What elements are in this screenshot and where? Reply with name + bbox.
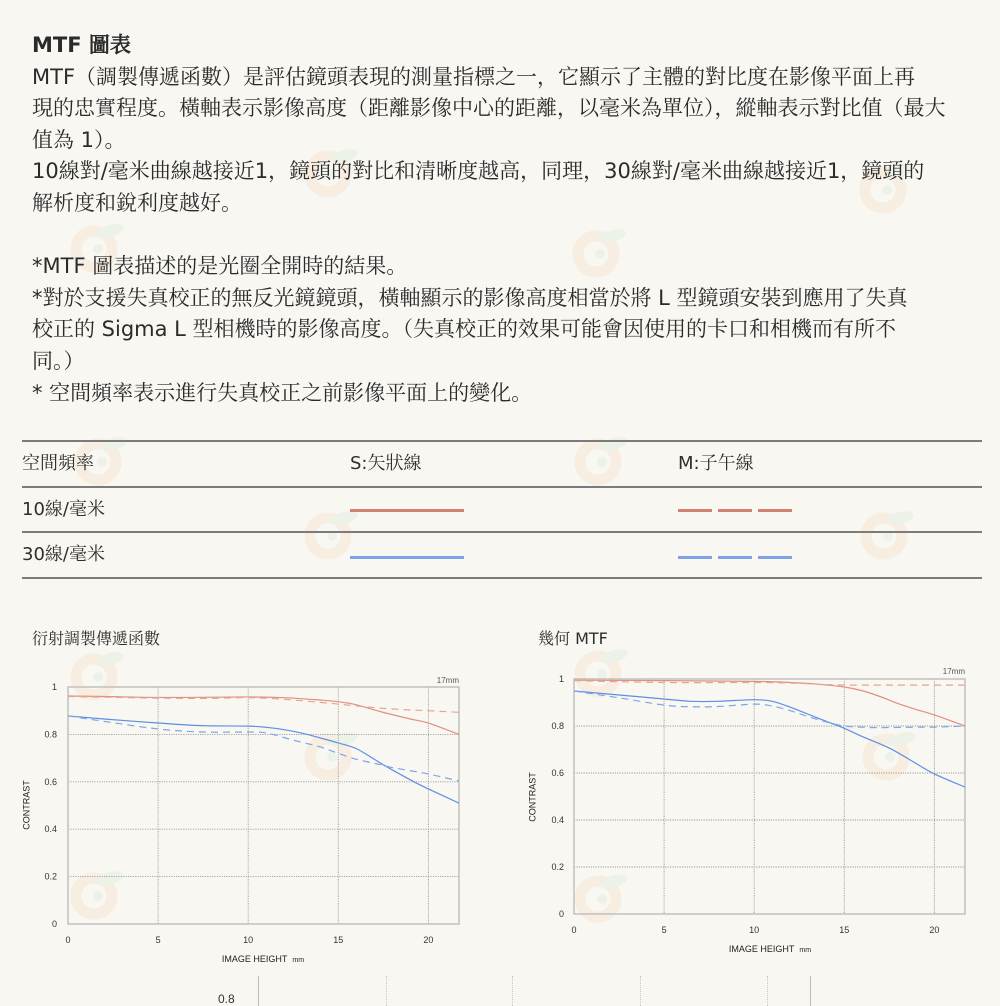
mtf-curve-10-meridional [68, 696, 459, 712]
chart-axis-line [258, 976, 259, 1006]
axis-labels [21, 676, 459, 964]
x-tick-label: 10 [749, 925, 760, 935]
note-line: * 空間頻率表示進行失真校正之前影像平面上的變化。 [32, 380, 533, 405]
y-axis-label: CONTRAST [21, 780, 32, 830]
intro-line: 現的忠實程度。橫軸表示影像高度（距離影像中心的距離，以毫米為單位），縱軸表示對比值（最大 [32, 96, 946, 121]
note-line: 同。） [32, 348, 85, 373]
table-divider [22, 440, 982, 442]
y-tick-label: 0.4 [551, 815, 564, 825]
x-tick-label: 5 [155, 935, 161, 945]
x-tick-label: 0 [571, 925, 577, 935]
y-tick-label: 0.8 [218, 992, 235, 1006]
legend-30-sagittal-solid-line [350, 556, 464, 559]
mtf-curve-10-sagittal [574, 680, 965, 726]
y-tick-label: 0 [51, 919, 57, 929]
page-title: MTF 圖表 [32, 33, 131, 57]
y-tick-label: 1 [558, 674, 564, 684]
next-chart-partial [0, 970, 1000, 1006]
intro-line: 10線對/毫米曲線越接近1，鏡頭的對比和清晰度越高，同理，30線對/毫米曲線越接近1，鏡頭的 [32, 159, 925, 184]
mtf-curves [68, 696, 459, 803]
plot-frame [574, 679, 965, 914]
axis-labels [527, 667, 965, 954]
table-divider [22, 577, 982, 579]
grid-lines [574, 679, 965, 914]
mtf-curve-10-sagittal [68, 696, 459, 734]
x-axis-label: IMAGE HEIGHT mm [221, 954, 305, 964]
intro-line: MTF（調製傳遞函數）是評估鏡頭表現的測量指標之一，它顯示了主體的對比度在影像平面上再 [32, 64, 916, 89]
y-tick-label: 0.6 [551, 768, 564, 778]
note-line: *MTF 圖表描述的是光圈全開時的結果。 [32, 254, 408, 279]
grid-lines [68, 687, 459, 924]
y-tick-label: 0 [558, 909, 564, 919]
y-tick-label: 0.8 [44, 729, 57, 740]
y-tick-label: 0.4 [44, 824, 57, 835]
plot-frame-rect [68, 687, 459, 924]
table-divider [22, 486, 982, 488]
plot-frame-rect [574, 679, 965, 914]
grid-line-x [640, 976, 641, 1006]
x-tick-label: 15 [839, 925, 850, 935]
chart-axis-line [810, 976, 811, 1006]
row-label-30lp: 30線/毫米 [22, 544, 105, 565]
watermark-logo [572, 428, 632, 488]
mtf-curve-30-meridional [68, 716, 459, 781]
focal-length-annotation: 17mm [436, 676, 459, 685]
legend-10-meridional-dash [678, 509, 712, 512]
diffraction-mtf-title: 衍射調製傳遞函數 [32, 629, 161, 648]
note-line: *對於支援失真校正的無反光鏡鏡頭，橫軸顯示的影像高度相當於將 L 型鏡頭安裝到應用了失真 [32, 285, 908, 310]
x-tick-label: 15 [333, 935, 344, 945]
x-tick-label: 5 [661, 925, 667, 935]
header-spatial-frequency: 空間頻率 [22, 453, 94, 474]
focal-length-annotation: 17mm [942, 667, 965, 676]
x-axis-label: IMAGE HEIGHT mm [728, 944, 812, 954]
x-tick-label: 10 [243, 935, 254, 945]
table-divider [22, 531, 982, 533]
mtf-description [32, 30, 946, 409]
note-line: 校正的 Sigma L 型相機時的影像高度。（失真校正的效果可能會因使用的卡口和相機而有所不 [32, 317, 897, 342]
x-tick-label: 0 [65, 935, 71, 945]
legend-10-sagittal-solid-line [350, 509, 464, 512]
y-tick-label: 0.2 [44, 871, 57, 882]
plot-frame [68, 687, 459, 924]
intro-line: 值為 1）。 [32, 127, 126, 152]
y-axis-label: CONTRAST [527, 772, 538, 822]
grid-line-x [767, 976, 768, 1006]
grid-line-x [512, 976, 513, 1006]
legend-30-meridional-dash [678, 556, 712, 559]
x-tick-label: 20 [423, 935, 434, 945]
grid-line-x [386, 976, 387, 1006]
y-tick-label: 1 [51, 682, 57, 692]
legend-10-meridional-dash [758, 509, 792, 512]
header-meridional: M:子午線 [678, 453, 754, 474]
paragraph-spacer [32, 220, 946, 252]
geometric-mtf-chart [500, 650, 1000, 980]
legend-30-meridional-dash [758, 556, 792, 559]
intro-line: 解析度和銳利度越好。 [32, 190, 242, 215]
geometric-mtf-title: 幾何 MTF [538, 629, 608, 648]
diffraction-mtf-chart [0, 650, 500, 980]
mtf-curves [574, 680, 965, 787]
legend-10-meridional-dash [718, 509, 752, 512]
y-tick-label: 0.6 [44, 776, 57, 787]
y-tick-label: 0.8 [551, 721, 564, 731]
axis-ticks [44, 682, 433, 945]
row-label-10lp: 10線/毫米 [22, 499, 105, 520]
mtf-curve-30-sagittal [68, 716, 459, 803]
legend-30-meridional-dash [718, 556, 752, 559]
axis-ticks [551, 674, 939, 935]
x-tick-label: 20 [929, 925, 940, 935]
header-sagittal: S:矢狀線 [350, 453, 422, 474]
y-tick-label: 0.2 [551, 862, 564, 872]
